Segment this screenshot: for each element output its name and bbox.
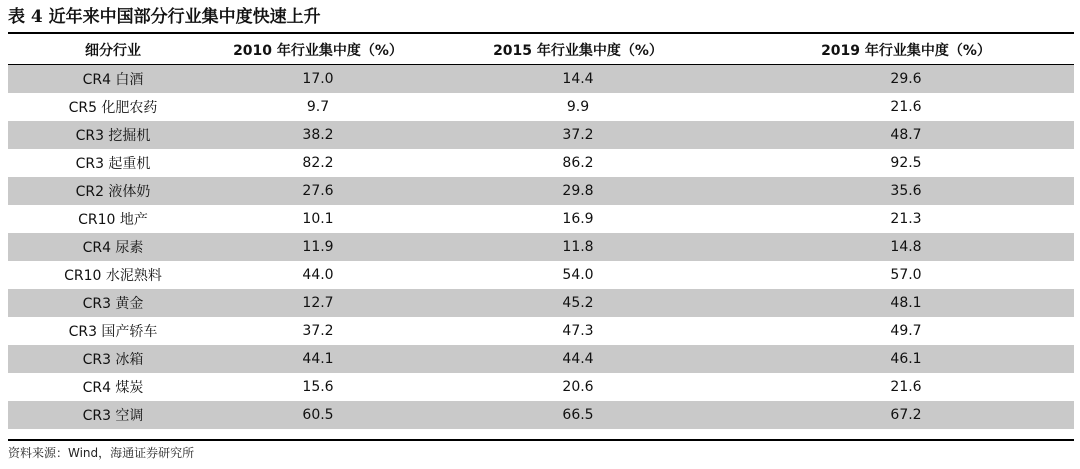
cell-industry: CR2 液体奶 (8, 177, 218, 205)
cell-2019: 21.6 (890, 99, 922, 115)
cell-2010: 9.7 (306, 99, 330, 115)
concentration-table (8, 36, 1074, 429)
header-2015: 2015 年行业集中度（%） (418, 36, 738, 65)
cell-industry: CR3 空调 (8, 401, 218, 429)
cell-2010: 82.2 (302, 155, 334, 171)
top-rule (8, 32, 1074, 34)
cell-2019: 48.1 (738, 289, 1074, 317)
cell-2010: 60.5 (218, 401, 418, 429)
cell-industry: CR10 水泥熟料 (64, 268, 162, 284)
source-note: 资料来源：Wind，海通证券研究所 (8, 446, 195, 460)
cell-2015: 44.4 (418, 345, 738, 373)
cell-2019: 29.6 (738, 65, 1074, 94)
cell-industry: CR4 煤炭 (82, 380, 144, 396)
cell-2019: 21.3 (890, 211, 922, 227)
cell-2019: 46.1 (738, 345, 1074, 373)
cell-2010: 15.6 (302, 379, 334, 395)
header-2019: 2019 年行业集中度（%） (738, 36, 1074, 65)
cell-industry: CR3 国产轿车 (68, 324, 158, 340)
header-row (8, 36, 1074, 65)
cell-2010: 12.7 (218, 289, 418, 317)
cell-industry: CR4 尿素 (8, 233, 218, 261)
cell-2019: 48.7 (738, 121, 1074, 149)
cell-industry: CR3 冰箱 (8, 345, 218, 373)
cell-2015: 29.8 (418, 177, 738, 205)
cell-2010: 10.1 (302, 211, 334, 227)
cell-2010: 11.9 (218, 233, 418, 261)
bottom-rule (8, 439, 1074, 441)
cell-2019: 57.0 (890, 267, 922, 283)
cell-2015: 14.4 (418, 65, 738, 94)
cell-2010: 37.2 (302, 323, 334, 339)
cell-2015: 9.9 (566, 99, 590, 115)
cell-industry: CR10 地产 (78, 212, 148, 228)
table-row (8, 261, 1074, 289)
cell-2015: 86.2 (562, 155, 594, 171)
table-row (8, 289, 1074, 317)
cell-2019: 49.7 (890, 323, 922, 339)
table-row (8, 345, 1074, 373)
header-industry: 细分行业 (8, 36, 218, 65)
cell-2015: 66.5 (418, 401, 738, 429)
cell-2010: 17.0 (218, 65, 418, 94)
cell-2010: 44.0 (302, 267, 334, 283)
table-row (8, 401, 1074, 429)
table-row (8, 121, 1074, 149)
cell-2015: 37.2 (418, 121, 738, 149)
cell-2010: 38.2 (218, 121, 418, 149)
cell-2019: 92.5 (890, 155, 922, 171)
table-row (8, 65, 1074, 94)
cell-2010: 27.6 (218, 177, 418, 205)
cell-industry: CR5 化肥农药 (68, 100, 158, 116)
table-row (8, 177, 1074, 205)
cell-2015: 11.8 (418, 233, 738, 261)
cell-2010: 44.1 (218, 345, 418, 373)
cell-industry: CR3 起重机 (75, 156, 151, 172)
cell-2015: 54.0 (562, 267, 594, 283)
header-2010: 2010 年行业集中度（%） (218, 36, 418, 65)
cell-2019: 14.8 (738, 233, 1074, 261)
cell-industry: CR4 白酒 (8, 65, 218, 94)
cell-2019: 67.2 (738, 401, 1074, 429)
cell-2015: 47.3 (562, 323, 594, 339)
table-row (8, 233, 1074, 261)
cell-2015: 16.9 (562, 211, 594, 227)
cell-industry: CR3 挖掘机 (8, 121, 218, 149)
table-row (8, 373, 1074, 401)
cell-2015: 20.6 (562, 379, 594, 395)
table-row (8, 149, 1074, 177)
table-row (8, 205, 1074, 233)
table-row (8, 93, 1074, 121)
cell-2019: 21.6 (890, 379, 922, 395)
cell-industry: CR3 黄金 (8, 289, 218, 317)
cell-2015: 45.2 (418, 289, 738, 317)
table-title: 表 4 近年来中国部分行业集中度快速上升 (8, 7, 321, 27)
cell-2019: 35.6 (738, 177, 1074, 205)
table-row (8, 317, 1074, 345)
